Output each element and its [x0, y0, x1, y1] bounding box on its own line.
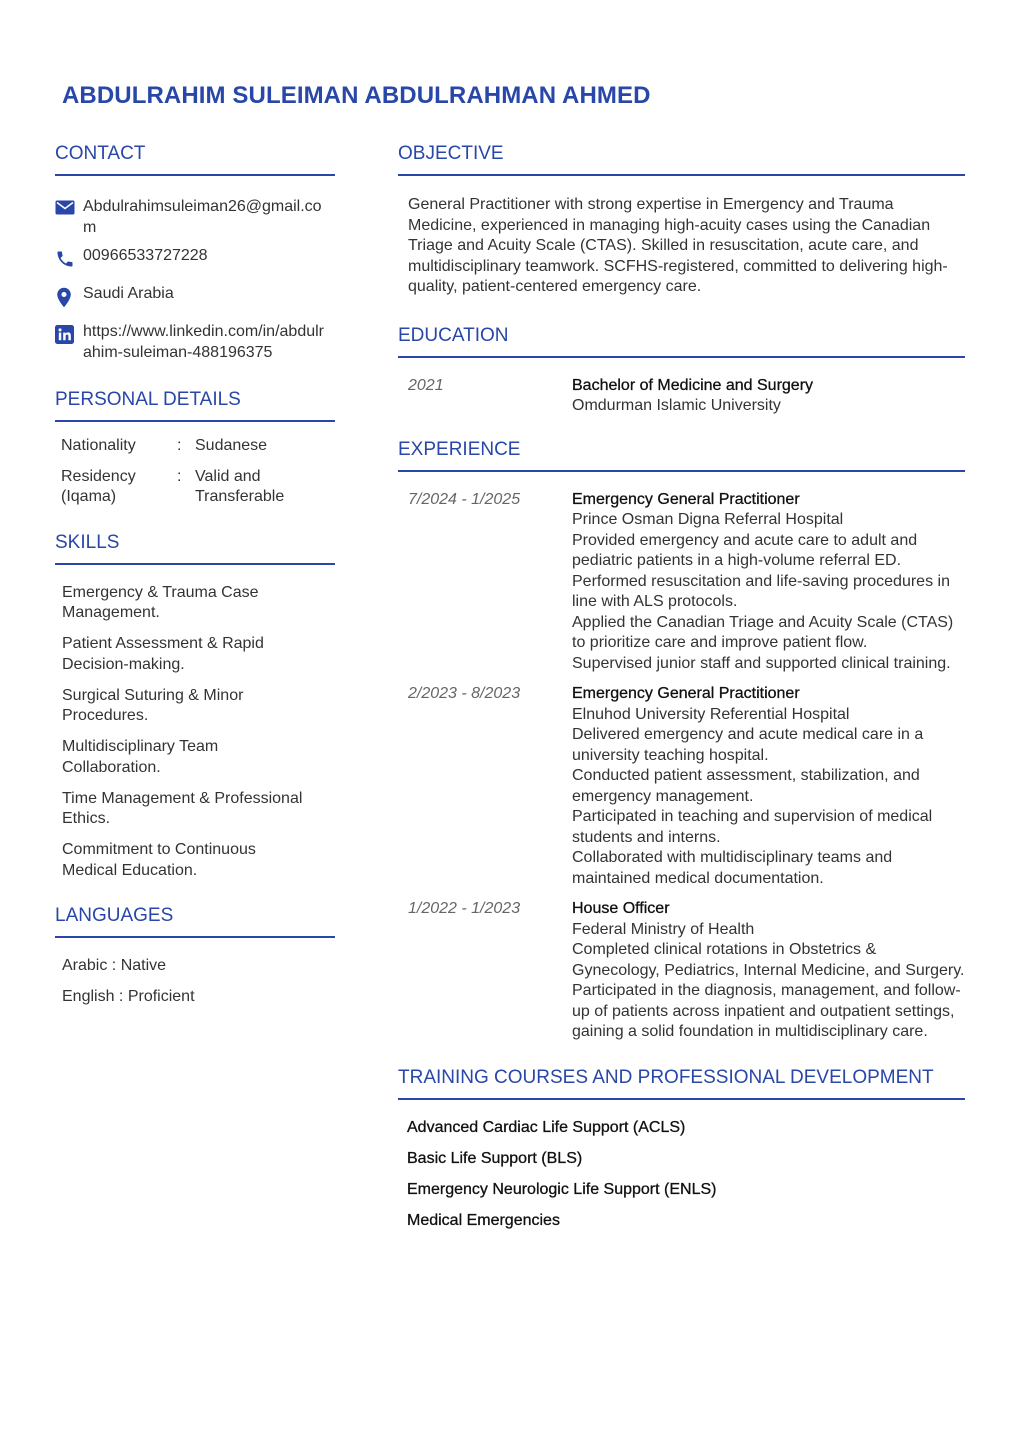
- training-item: Basic Life Support (BLS): [407, 1149, 583, 1167]
- employer-name: Prince Osman Digna Referral Hospital: [572, 511, 844, 528]
- training-item: Emergency Neurologic Life Support (ENLS): [407, 1180, 717, 1198]
- training-list: [407, 1118, 965, 1232]
- objective-text: General Practitioner with strong expertise in Emergency and Trauma Medicine, experienced in managing high-acuity cases using the Canadian Triage and Acuity Scale (CTAS). Skilled in resuscitation, acute care, and multidisciplinary teamwork. SCFHS-registered, committed to delivering high-quality, patient-centered emergency care.: [408, 196, 948, 295]
- skills-list: [62, 583, 335, 882]
- training-heading: TRAINING COURSES AND PROFESSIONAL DEVELOPMENT: [398, 1067, 965, 1100]
- envelope-icon: [55, 197, 83, 238]
- skill-item: Patient Assessment & Rapid Decision-making.: [62, 635, 264, 673]
- pd-separator: :: [177, 467, 182, 485]
- email-text[interactable]: Abdulrahimsuleiman26@gmail.com: [83, 198, 322, 236]
- personal-details-table: [61, 436, 335, 508]
- training-item: Advanced Cardiac Life Support (ACLS): [407, 1118, 686, 1136]
- linkedin-icon: [55, 322, 83, 363]
- employer-name: Elnuhod University Referential Hospital: [572, 705, 850, 723]
- skills-heading: SKILLS: [55, 532, 335, 565]
- duty-line: Conducted patient assessment, stabilization, and emergency management.: [572, 767, 920, 805]
- skill-item: Multidisciplinary Team Collaboration.: [62, 738, 219, 776]
- languages-list: [62, 956, 335, 1008]
- phone-text[interactable]: 00966533727228: [83, 247, 208, 264]
- duty-line: Delivered emergency and acute medical care in a university teaching hospital.: [572, 726, 924, 764]
- skill-item: Commitment to Continuous Medical Education.: [62, 841, 256, 879]
- contact-list: [55, 197, 335, 363]
- job-title: House Officer: [572, 900, 670, 917]
- pd-separator: :: [177, 437, 182, 454]
- pd-row: [61, 436, 335, 457]
- job-title: Emergency General Practitioner: [572, 685, 800, 702]
- pd-value: Valid and Transferable: [195, 467, 285, 505]
- experience-entry: [398, 490, 965, 675]
- duty-line: Participated in teaching and supervision of medical students and interns.: [572, 808, 933, 846]
- education-heading: EDUCATION: [398, 325, 965, 358]
- experience-date: 2/2023 - 8/2023: [408, 685, 521, 702]
- duty-line: Collaborated with multidisciplinary teams and maintained medical documentation.: [572, 849, 893, 887]
- education-body: [572, 376, 965, 417]
- pd-value: Sudanese: [195, 437, 268, 454]
- education-list: [398, 376, 965, 417]
- duty-line: Supervised junior staff and supported clinical training.: [572, 654, 951, 672]
- experience-body: [572, 490, 965, 675]
- education-entry: [398, 376, 965, 417]
- duty-line: Completed clinical rotations in Obstetrics & Gynecology, Pediatrics, Internal Medicine, and Surgery. Participated in the diagnosis, management, and follow-up of patients across inpatient and outpatient settings, gaining a solid foundation in multidisciplinary care.: [572, 941, 965, 1040]
- experience-entry: [398, 899, 965, 1043]
- training-item: Medical Emergencies: [407, 1211, 560, 1229]
- job-title: Emergency General Practitioner: [572, 490, 800, 508]
- linkedin-url[interactable]: https://www.linkedin.com/in/abdulrahim-suleiman-488196375: [83, 323, 324, 361]
- contact-location: [55, 284, 335, 315]
- experience-list: [398, 490, 965, 1043]
- language-item: English : Proficient: [62, 988, 195, 1005]
- location-text: Saudi Arabia: [83, 284, 174, 302]
- institution-name: Omdurman Islamic University: [572, 397, 781, 414]
- experience-body: [572, 684, 965, 889]
- language-item: Arabic : Native: [62, 957, 167, 974]
- skill-item: Surgical Suturing & Minor Procedures.: [62, 686, 244, 724]
- employer-name: Federal Ministry of Health: [572, 920, 755, 938]
- contact-linkedin: [55, 322, 335, 363]
- candidate-name: ABDULRAHIM SULEIMAN ABDULRAHMAN AHMED: [62, 82, 651, 109]
- left-column: [55, 143, 335, 1018]
- experience-date: 1/2022 - 1/2023: [408, 900, 521, 917]
- pd-key: Nationality: [61, 437, 136, 454]
- pd-row: [61, 467, 335, 508]
- languages-heading: LANGUAGES: [55, 905, 335, 938]
- duty-line: Applied the Canadian Triage and Acuity Scale (CTAS) to prioritize care and improve patient flow.: [572, 613, 954, 651]
- degree-title: Bachelor of Medicine and Surgery: [572, 376, 814, 394]
- experience-body: [572, 899, 965, 1043]
- phone-icon: [55, 246, 83, 276]
- location-pin-icon: [55, 284, 83, 315]
- right-column: [398, 143, 965, 1242]
- skill-item: Emergency & Trauma Case Management.: [62, 583, 259, 621]
- experience-entry: [398, 684, 965, 889]
- personal-details-heading: PERSONAL DETAILS: [55, 389, 335, 422]
- duty-line: Provided emergency and acute care to adult and pediatric patients in a high-volume referral ED.: [572, 531, 918, 569]
- experience-date: 7/2024 - 1/2025: [408, 490, 521, 508]
- contact-phone: [55, 246, 335, 276]
- duty-line: Performed resuscitation and life-saving procedures in line with ALS protocols.: [572, 572, 950, 610]
- skill-item: Time Management & Professional Ethics.: [62, 789, 303, 827]
- education-date: 2021: [408, 376, 444, 394]
- contact-email: [55, 197, 335, 238]
- pd-key: Residency (Iqama): [61, 467, 136, 505]
- objective-heading: OBJECTIVE: [398, 143, 965, 176]
- contact-heading: CONTACT: [55, 143, 335, 176]
- experience-heading: EXPERIENCE: [398, 439, 965, 472]
